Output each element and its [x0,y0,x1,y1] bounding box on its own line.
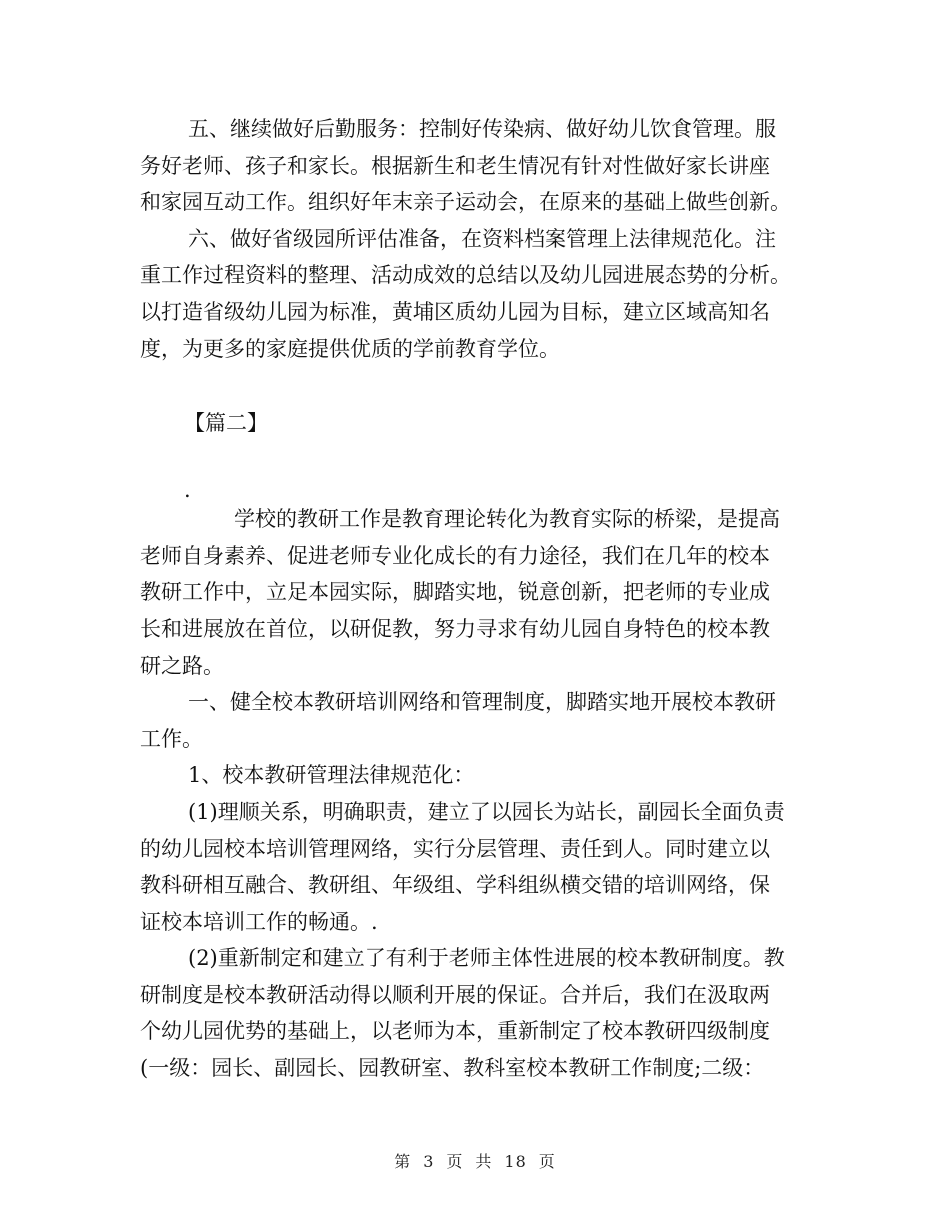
text-line: 学校的教研工作是教育理论转化为教育实际的桥梁，是提高 [234,507,780,532]
page-number-footer [0,1150,950,1174]
spacer [140,368,812,406]
text-line: 证校本培训工作的畅通。. [140,909,378,934]
paragraph-section-five [140,112,812,219]
text-line: 个幼儿园优势的基础上，以老师为本，重新制定了校本教研四级制度 [140,1019,770,1044]
paragraph-section-six [140,222,812,366]
text-line: 和家园互动工作。组织好年末亲子运动会，在原来的基础上做些创新。 [140,190,791,215]
text-line: 教科研相互融合、教研组、年级组、学科组纵横交错的培训网络，保 [140,873,770,898]
text-line: 研制度是校本教研活动得以顺利开展的保证。合并后，我们在汲取两 [140,982,770,1007]
footer-suffix: 页 [538,1152,556,1171]
text-line: 的幼儿园校本培训管理网络，实行分层管理、责任到人。同时建立以 [140,836,770,861]
paragraph-item-two [140,941,812,1085]
text-line: 五、继续做好后勤服务：控制好传染病、做好幼儿饮食管理。服 [188,117,776,141]
footer-prefix: 第 [394,1152,412,1171]
paragraph-point-one [140,685,812,756]
text-line: 老师自身素养、促进老师专业化成长的有力途径，我们在几年的校本 [140,543,770,568]
text-line: 重工作过程资料的整理、活动成效的总结以及幼儿园进展态势的分析。 [140,263,791,288]
text-line: 一、健全校本教研培训网络和管理制度，脚踏实地开展校本教研 [188,690,776,715]
text-line: (2)重新制定和建立了有利于老师主体性进展的校本教研制度。教 [188,946,785,971]
text-line: (1)理顺关系，明确职责，建立了以园长为站长，副园长全面负责 [188,799,785,824]
document-body [140,112,812,1088]
paragraph-intro [140,502,812,682]
text-line: 1、校本教研管理法律规范化： [188,763,475,788]
text-line: 研之路。 [140,653,224,678]
text-line: 以打造省级幼儿园为标准，黄埔区质幼儿园为目标，建立区域高知名 [140,299,770,324]
text-line: 教研工作中，立足本园实际，脚踏实地，锐意创新，把老师的专业成 [140,580,770,605]
paragraph-sub-one [140,758,812,792]
current-page-number: 3 [423,1152,435,1171]
text-line: (一级：园长、副园长、园教研室、教科室校本教研工作制度;二级： [140,1056,765,1081]
text-line: 六、做好省级园所评估准备，在资料档案管理上法律规范化。注 [188,226,776,251]
footer-total-prefix: 共 [475,1152,493,1171]
text-line: 度，为更多的家庭提供优质的学前教育学位。 [140,336,560,361]
spacer [140,440,812,478]
dot-mark: . [184,478,191,503]
footer-middle: 页 [446,1152,464,1171]
text-line: 务好老师、孩子和家长。根据新生和老生情况有针对性做好家长讲座 [140,153,770,178]
part-heading: 【篇二】 [184,411,268,436]
paragraph-item-one [140,795,812,939]
text-line: 长和进展放在首位，以研促教，努力寻求有幼儿园自身特色的校本教 [140,616,770,641]
text-line: 工作。 [140,726,203,751]
total-page-count: 18 [504,1152,527,1171]
